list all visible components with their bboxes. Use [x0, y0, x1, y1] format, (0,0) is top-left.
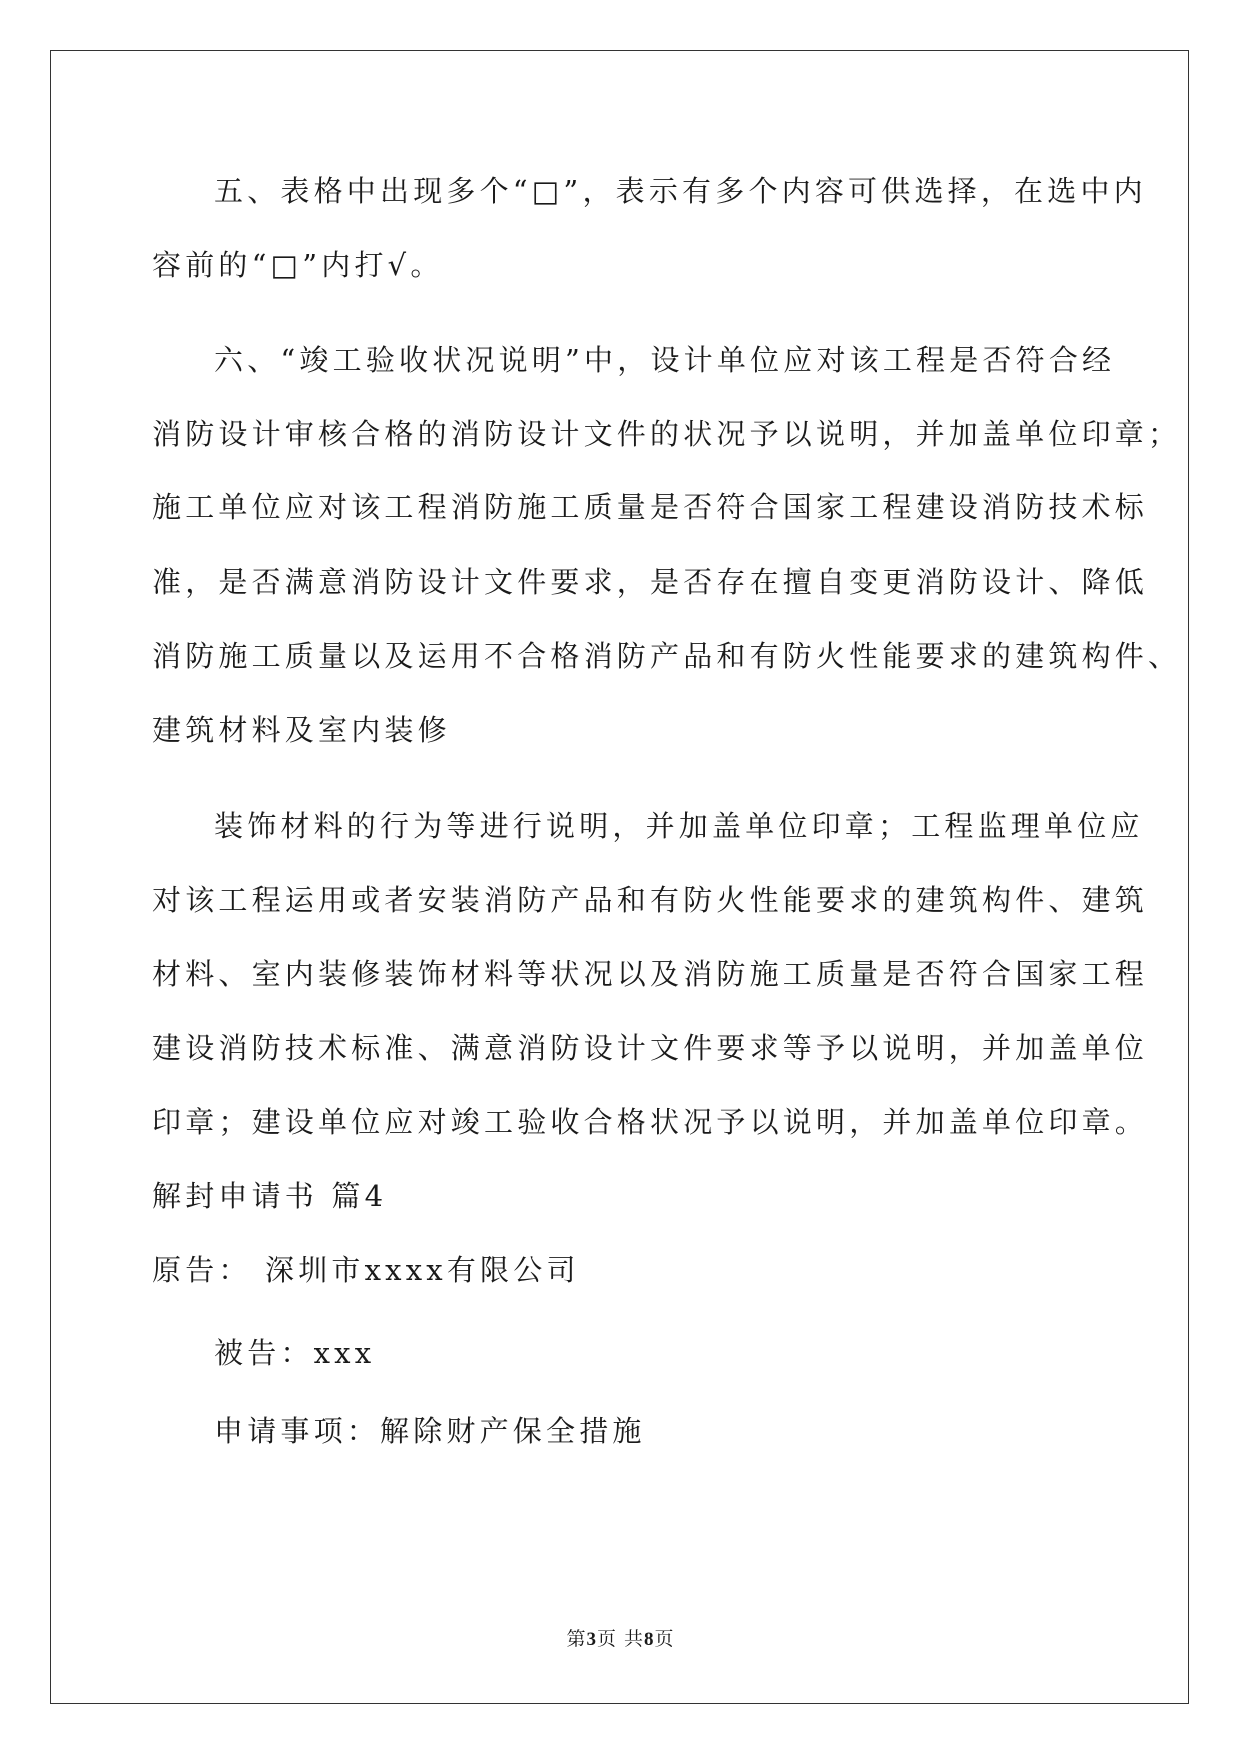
- paragraph-line: 消防设计审核合格的消防设计文件的状况予以说明，并加盖单位印章；: [152, 417, 1182, 451]
- paragraph-line: 施工单位应对该工程消防施工质量是否符合国家工程建设消防技术标: [152, 490, 1149, 524]
- paragraph-line: 装饰材料的行为等进行说明，并加盖单位印章；工程监理单位应: [214, 809, 1144, 843]
- plaintiff-line: 原告： 深圳市xxxx有限公司: [152, 1253, 580, 1287]
- page-prefix: 第: [566, 1628, 587, 1650]
- paragraph-line: 印章；建设单位应对竣工验收合格状况予以说明，并加盖单位印章。: [152, 1105, 1149, 1139]
- application-matter-line: 申请事项：解除财产保全措施: [214, 1414, 646, 1448]
- paragraph-line: 准，是否满意消防设计文件要求，是否存在擅自变更消防设计、降低: [152, 565, 1149, 599]
- page-number-footer: [0, 1627, 1241, 1652]
- page-mid: 页 共: [596, 1628, 645, 1650]
- paragraph-line: 消防施工质量以及运用不合格消防产品和有防火性能要求的建筑构件、: [152, 639, 1182, 673]
- section-heading: 解封申请书 篇4: [152, 1179, 388, 1213]
- total-page-number: 8: [644, 1629, 655, 1650]
- current-page-number: 3: [586, 1629, 597, 1650]
- page-suffix: 页: [654, 1628, 675, 1650]
- paragraph-line: 材料、室内装修装饰材料等状况以及消防施工质量是否符合国家工程: [152, 957, 1149, 991]
- paragraph-line: 容前的“□”内打√。: [152, 248, 444, 282]
- paragraph-line: 建设消防技术标准、满意消防设计文件要求等予以说明，并加盖单位: [152, 1031, 1149, 1065]
- paragraph-line: 六、“竣工验收状况说明”中，设计单位应对该工程是否符合经: [214, 343, 1116, 377]
- paragraph-line: 建筑材料及室内装修: [152, 713, 451, 747]
- defendant-line: 被告：xxx: [214, 1336, 376, 1370]
- page-border: [50, 50, 1189, 1704]
- paragraph-line: 对该工程运用或者安装消防产品和有防火性能要求的建筑构件、建筑: [152, 883, 1149, 917]
- paragraph-line: 五、表格中出现多个“□”，表示有多个内容可供选择，在选中内: [214, 174, 1147, 208]
